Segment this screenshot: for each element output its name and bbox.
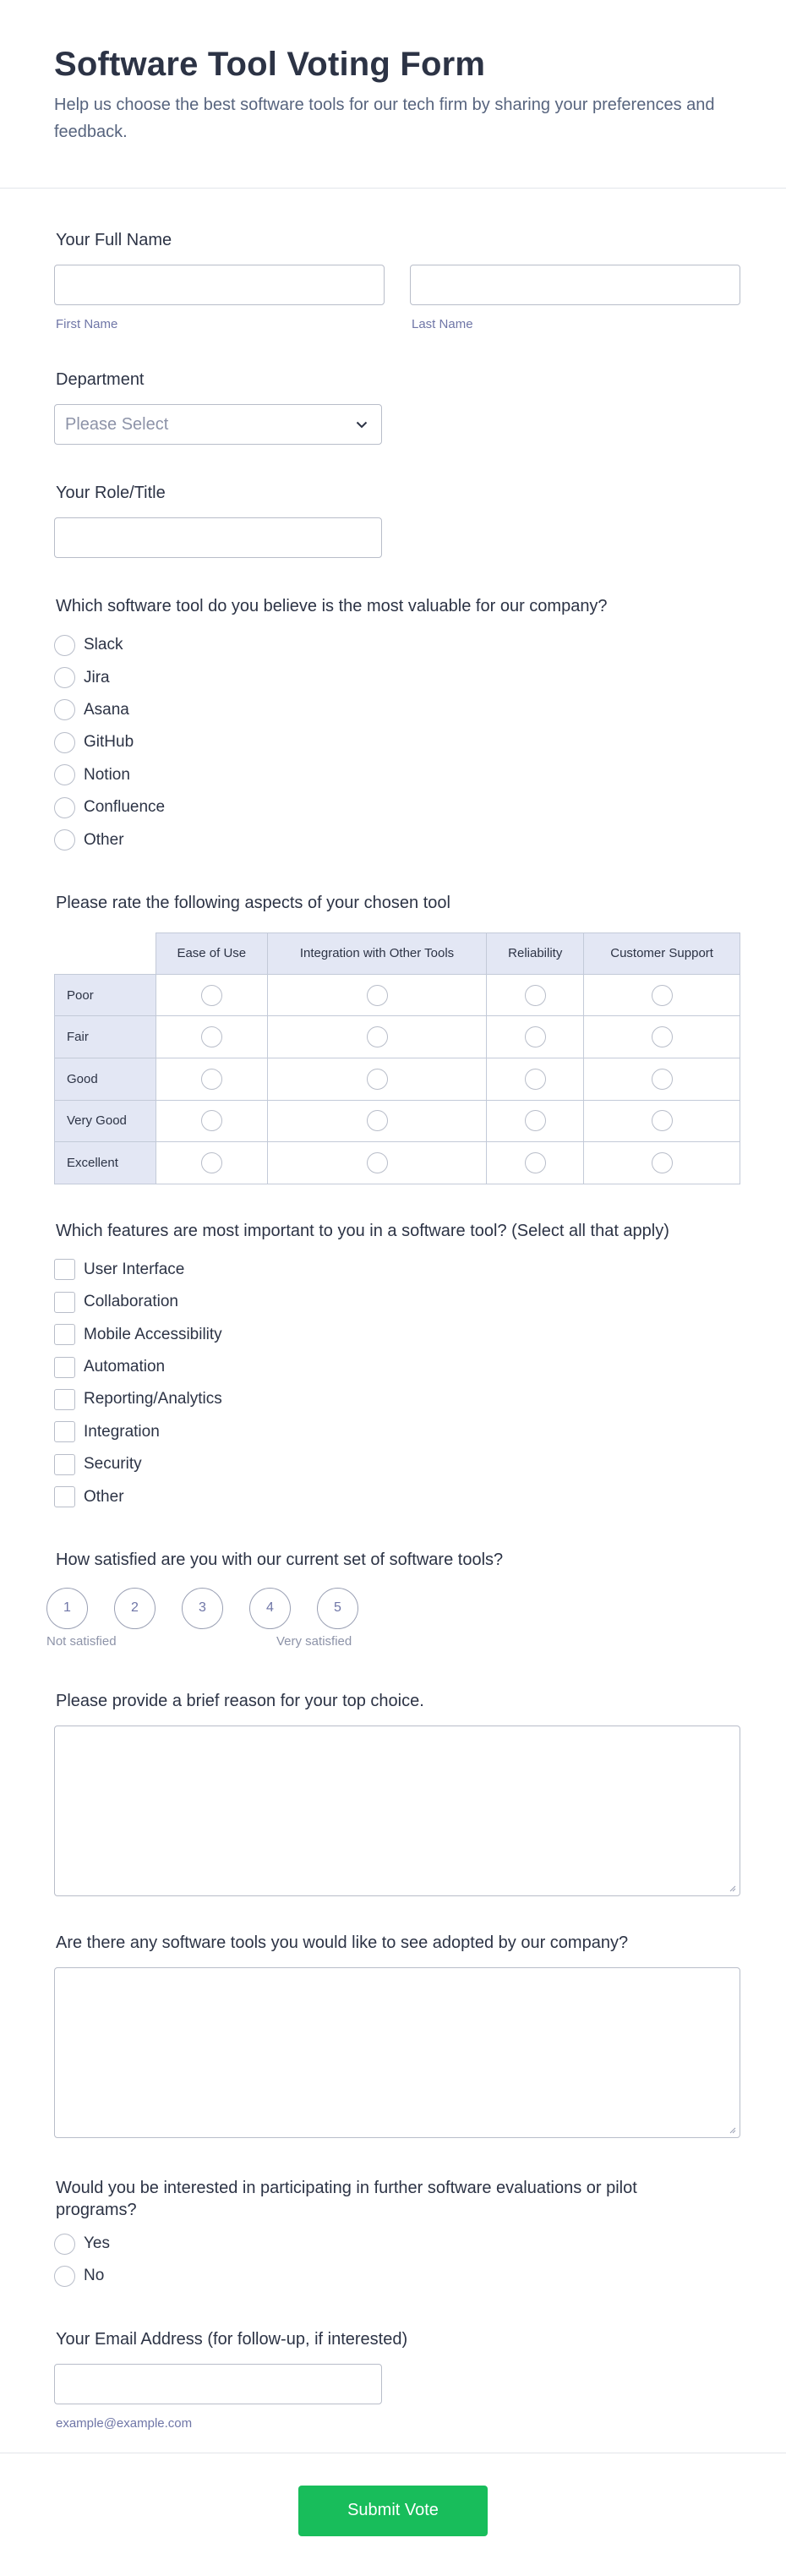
option-label: Other bbox=[84, 1487, 124, 1506]
scale-labels bbox=[46, 1634, 739, 1654]
form-title: Software Tool Voting Form bbox=[54, 46, 486, 83]
option-label: Notion bbox=[84, 765, 130, 784]
checkbox-option-reporting-analytics[interactable] bbox=[54, 1383, 739, 1415]
radio-option-no[interactable] bbox=[54, 2260, 739, 2292]
satisfaction-scale bbox=[46, 1588, 739, 1629]
checkbox[interactable] bbox=[54, 1421, 75, 1442]
radio-option-github[interactable] bbox=[54, 726, 739, 758]
reason-textarea[interactable] bbox=[54, 1726, 740, 1896]
radio-option-yes[interactable] bbox=[54, 2228, 739, 2260]
radio-option-notion[interactable] bbox=[54, 759, 739, 791]
matrix-radio[interactable] bbox=[652, 1026, 673, 1047]
matrix-radio[interactable] bbox=[525, 1026, 546, 1047]
radio-button[interactable] bbox=[54, 2234, 75, 2255]
matrix-column-header: Integration with Other Tools bbox=[267, 933, 487, 974]
full-name-label: Your Full Name bbox=[56, 231, 172, 249]
checkbox-option-integration[interactable] bbox=[54, 1416, 739, 1448]
form-footer bbox=[0, 2453, 786, 2536]
form-header bbox=[0, 0, 786, 189]
option-label: Yes bbox=[84, 2234, 110, 2253]
checkbox[interactable] bbox=[54, 1389, 75, 1410]
option-label: Jira bbox=[84, 668, 110, 686]
radio-button[interactable] bbox=[54, 635, 75, 656]
matrix-radio[interactable] bbox=[652, 1110, 673, 1131]
suggestions-question bbox=[54, 1932, 739, 2138]
radio-button[interactable] bbox=[54, 2266, 75, 2287]
radio-option-other[interactable] bbox=[54, 823, 739, 856]
reason-label: Please provide a brief reason for your top choice. bbox=[56, 1691, 424, 1710]
option-label: Mobile Accessibility bbox=[84, 1325, 222, 1343]
option-label: Slack bbox=[84, 636, 123, 654]
matrix-radio[interactable] bbox=[652, 1152, 673, 1173]
scale-high-label: Very satisfied bbox=[276, 1633, 352, 1649]
scale-option-4[interactable]: 4 bbox=[249, 1588, 291, 1629]
scale-option-5[interactable]: 5 bbox=[317, 1588, 358, 1629]
checkbox-option-automation[interactable] bbox=[54, 1351, 739, 1383]
chevron-down-icon bbox=[354, 417, 369, 432]
checkbox[interactable] bbox=[54, 1486, 75, 1507]
rating-question bbox=[54, 892, 739, 1184]
scale-option-2[interactable]: 2 bbox=[114, 1588, 156, 1629]
matrix-radio[interactable] bbox=[201, 1110, 222, 1131]
matrix-row-label: Very Good bbox=[55, 1100, 156, 1142]
email-label: Your Email Address (for follow-up, if interested) bbox=[56, 2329, 408, 2349]
rating-matrix bbox=[54, 933, 740, 1184]
full-name-question bbox=[54, 229, 739, 331]
first-name-sublabel: First Name bbox=[56, 317, 118, 331]
matrix-row bbox=[55, 1142, 740, 1184]
matrix-radio[interactable] bbox=[652, 1069, 673, 1090]
option-label: Confluence bbox=[84, 798, 166, 817]
matrix-radio[interactable] bbox=[525, 1069, 546, 1090]
checkbox[interactable] bbox=[54, 1454, 75, 1475]
department-question bbox=[54, 369, 739, 445]
department-select-placeholder: Please Select bbox=[65, 414, 169, 434]
satisfaction-question bbox=[46, 1549, 739, 1654]
option-label: Reporting/Analytics bbox=[84, 1390, 222, 1408]
option-label: Integration bbox=[84, 1422, 160, 1441]
matrix-row-label: Good bbox=[55, 1058, 156, 1100]
suggestions-textarea[interactable] bbox=[54, 1967, 740, 2138]
matrix-corner bbox=[55, 933, 156, 974]
matrix-radio[interactable] bbox=[525, 1110, 546, 1131]
matrix-row bbox=[55, 974, 740, 1016]
features-label: Which features are most important to you in a software tool? (Select all that apply) bbox=[56, 1221, 669, 1240]
matrix-radio[interactable] bbox=[652, 985, 673, 1006]
checkbox[interactable] bbox=[54, 1292, 75, 1313]
option-label: No bbox=[84, 2267, 105, 2285]
radio-button[interactable] bbox=[54, 667, 75, 688]
matrix-radio[interactable] bbox=[525, 985, 546, 1006]
checkbox-option-other[interactable] bbox=[54, 1480, 739, 1512]
valuable-tool-options bbox=[54, 629, 739, 856]
matrix-radio[interactable] bbox=[201, 1069, 222, 1090]
checkbox-option-mobile-accessibility[interactable] bbox=[54, 1318, 739, 1350]
matrix-row bbox=[55, 1016, 740, 1058]
role-input[interactable] bbox=[54, 517, 382, 558]
valuable-tool-question bbox=[54, 595, 739, 856]
option-label: GitHub bbox=[84, 733, 134, 752]
matrix-radio[interactable] bbox=[201, 1026, 222, 1047]
option-label: User Interface bbox=[84, 1260, 185, 1278]
matrix-row bbox=[55, 1100, 740, 1142]
role-label: Your Role/Title bbox=[56, 484, 166, 502]
email-question bbox=[54, 2328, 739, 2431]
matrix-radio[interactable] bbox=[367, 1026, 388, 1047]
checkbox[interactable] bbox=[54, 1357, 75, 1378]
matrix-row-label: Poor bbox=[55, 974, 156, 1016]
checkbox-option-collaboration[interactable] bbox=[54, 1286, 739, 1318]
checkbox-option-security[interactable] bbox=[54, 1448, 739, 1480]
form-body bbox=[0, 229, 786, 2431]
features-question bbox=[54, 1220, 739, 1513]
checkbox-option-user-interface[interactable] bbox=[54, 1254, 739, 1286]
radio-option-jira[interactable] bbox=[54, 661, 739, 693]
scale-option-1[interactable]: 1 bbox=[46, 1588, 88, 1629]
matrix-column-header: Customer Support bbox=[584, 933, 740, 974]
radio-button[interactable] bbox=[54, 699, 75, 720]
checkbox[interactable] bbox=[54, 1324, 75, 1345]
matrix-radio[interactable] bbox=[367, 1110, 388, 1131]
checkbox[interactable] bbox=[54, 1259, 75, 1280]
department-label: Department bbox=[56, 370, 145, 389]
form-description: Help us choose the best software tools for our tech firm by sharing your preferences and feedback. bbox=[54, 96, 715, 141]
matrix-row-label: Excellent bbox=[55, 1142, 156, 1184]
option-label: Collaboration bbox=[84, 1293, 178, 1311]
rating-label: Please rate the following aspects of your chosen tool bbox=[56, 893, 450, 912]
radio-option-slack[interactable] bbox=[54, 629, 739, 661]
reason-question bbox=[54, 1690, 739, 1896]
email-input[interactable] bbox=[54, 2364, 382, 2404]
interest-label: Would you be interested in participating in further software evaluations or pilot programs? bbox=[56, 2178, 637, 2219]
matrix-radio[interactable] bbox=[367, 1069, 388, 1090]
matrix-column-header: Ease of Use bbox=[156, 933, 267, 974]
interest-options bbox=[54, 2228, 739, 2293]
option-label: Security bbox=[84, 1455, 142, 1474]
matrix-radio[interactable] bbox=[201, 985, 222, 1006]
features-options bbox=[54, 1254, 739, 1513]
submit-button[interactable]: Submit Vote bbox=[298, 2486, 488, 2536]
last-name-sublabel: Last Name bbox=[412, 317, 473, 331]
radio-option-asana[interactable] bbox=[54, 694, 739, 726]
matrix-radio[interactable] bbox=[367, 985, 388, 1006]
matrix-column-header: Reliability bbox=[487, 933, 584, 974]
first-name-input[interactable] bbox=[54, 265, 385, 305]
suggestions-label: Are there any software tools you would like to see adopted by our company? bbox=[56, 1933, 629, 1952]
radio-button[interactable] bbox=[54, 797, 75, 818]
email-sublabel: example@example.com bbox=[56, 2415, 193, 2431]
radio-button[interactable] bbox=[54, 732, 75, 753]
matrix-row bbox=[55, 1058, 740, 1100]
radio-button[interactable] bbox=[54, 764, 75, 785]
matrix-radio[interactable] bbox=[525, 1152, 546, 1173]
interest-question bbox=[54, 2177, 739, 2293]
resize-grip-icon bbox=[728, 1884, 736, 1892]
satisfaction-label: How satisfied are you with our current set of software tools? bbox=[56, 1550, 504, 1569]
scale-low-label: Not satisfied bbox=[46, 1633, 117, 1649]
valuable-tool-label: Which software tool do you believe is the most valuable for our company? bbox=[56, 597, 608, 615]
role-question bbox=[54, 482, 739, 558]
option-label: Asana bbox=[84, 700, 129, 719]
scale-option-3[interactable]: 3 bbox=[182, 1588, 223, 1629]
matrix-row-label: Fair bbox=[55, 1016, 156, 1058]
resize-grip-icon bbox=[728, 2125, 736, 2134]
last-name-input[interactable] bbox=[410, 265, 740, 305]
option-label: Other bbox=[84, 830, 124, 849]
radio-button[interactable] bbox=[54, 829, 75, 850]
department-select[interactable] bbox=[54, 404, 382, 445]
matrix-radio[interactable] bbox=[201, 1152, 222, 1173]
radio-option-confluence[interactable] bbox=[54, 791, 739, 823]
option-label: Automation bbox=[84, 1358, 166, 1376]
matrix-radio[interactable] bbox=[367, 1152, 388, 1173]
